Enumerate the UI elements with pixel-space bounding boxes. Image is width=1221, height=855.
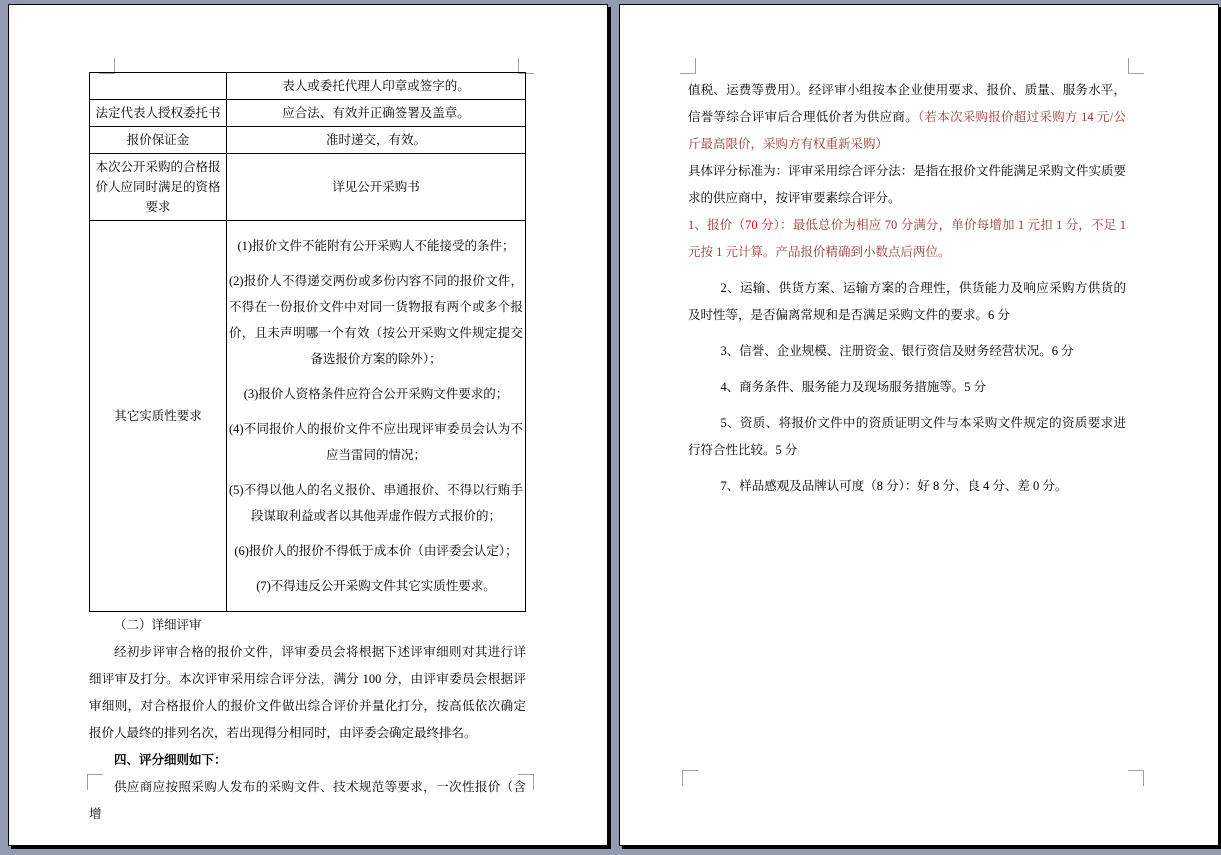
crop-mark-top-left [680,58,696,74]
scoring-item-3-reputation: 3、信誉、企业规模、注册资金、银行资信及财务经营状况。6 分 [720,344,1074,358]
table-row [90,154,526,221]
scoring-item-2-transport: 2、运输、供货方案、运输方案的合理性，供货能力及响应采购方供货的及时性等，是否偏离常规和是否满足采购文件的要求。6 分 [688,281,1126,322]
requirement-item: (3)报价人资格条件应符合公开采购文件要求的； [243,387,509,401]
text-run: 值税、运费等费用）。经评审小组按本企业使用要求、报价、质量、服务水平，信誉等综合评审后合理低价者为供应商。 [688,83,1126,124]
table-row [90,127,526,154]
requirement-item: (1)报价文件不能附有公开采购人不能接受的条件； [237,239,515,253]
scoring-item-7-sample: 7、样品感观及品牌认可度（8 分）：好 8 分、良 4 分、差 0 分。 [720,479,1068,493]
requirement-item: (4)不同报价人的报价文件不应出现评审委员会认为不应当雷同的情况； [229,422,523,462]
page-1-content [89,72,526,828]
paragraph-scoring-standard: 具体评分标准为：评审采用综合评分法：是指在报价文件能满足采购文件实质要求的供应商中，按评审要素综合评分。 [688,164,1126,205]
table-row [90,100,526,127]
crop-mark-bottom-left [682,770,698,786]
requirement-item: (2)报价人不得递交两份或多份内容不同的报价文件，不得在一份报价文件中对同一货物报有两个或多个报价，且未声明哪一个有效（按公开采购文件规定提交备选报价方案的除外）； [229,274,523,366]
table-cell-value: 准时递交，有效。 [227,127,526,154]
page-1 [8,4,608,846]
table-cell-value: 应合法、有效并正确签署及盖章。 [227,100,526,127]
table-cell-label: 其它实质性要求 [90,221,227,612]
requirement-item: (7)不得违反公开采购文件其它实质性要求。 [256,579,496,593]
scoring-item-1-price [688,212,1126,266]
crop-mark-top-right [1128,58,1144,74]
text-run-score-70: 70 分 [745,218,774,232]
page-2-content [688,77,1126,500]
paragraph-evaluation-continuation [688,77,1126,158]
section-heading-scoring-rules: 四、评分细则如下： [114,753,227,767]
section-heading-detailed-review: （二）详细评审 [114,618,202,632]
scoring-item-4-commercial: 4、商务条件、服务能力及现场服务措施等。5 分 [720,380,987,394]
text-run: 1、报价（ [688,218,746,232]
table-cell-value: 详见公开采购书 [227,154,526,221]
table-cell-substantive-requirements [227,221,526,612]
table-row [90,73,526,100]
paragraph-supplier-quote: 供应商应按照采购人发布的采购文件、技术规范等要求，一次性报价（含增 [89,780,526,821]
requirement-item: (5)不得以他人的名义报价、串通报价、不得以行贿手段谋取利益或者以其他弄虚作假方式报价的； [229,483,523,523]
text-run-red-price-limit: （若本次采购报价超过采购方 14 元/公斤最高限价，采购方有权重新采购） [688,110,1126,151]
text-run: ）：最低总价为相应 70 分满分，单价每增加 1 元扣 1 分，不足 1 元按 1 元计算。产品报价精确到小数点后两位。 [688,218,1126,259]
table-row [90,221,526,612]
table-cell-label [90,73,227,100]
table-cell-label: 法定代表人授权委托书 [90,100,227,127]
table-cell-value: 表人或委托代理人印章或签字的。 [227,73,526,100]
page-2 [619,4,1219,846]
table-cell-label: 本次公开采购的合格报价人应同时满足的资格要求 [90,154,227,221]
scoring-item-5-qualification: 5、资质、将报价文件中的资质证明文件与本采购文件规定的资质要求进行符合性比较。5 分 [688,416,1126,457]
evaluation-requirements-table [89,72,526,612]
table-cell-label: 报价保证金 [90,127,227,154]
paragraph-detailed-review: 经初步评审合格的报价文件，评审委员会将根据下述评审细则对其进行详细评审及打分。本次评审采用综合评分法，满分 100 分，由评审委员会根据评审细则，对合格报价人的报价文件做出综合评价并量化打分，按高低依次确定报价人最终的排列名次，若出现得分相同时，由评委会确定最终排名。 [89,645,526,740]
requirement-item: (6)报价人的报价不得低于成本价（由评委会认定）； [234,544,518,558]
crop-mark-bottom-right [1128,770,1144,786]
